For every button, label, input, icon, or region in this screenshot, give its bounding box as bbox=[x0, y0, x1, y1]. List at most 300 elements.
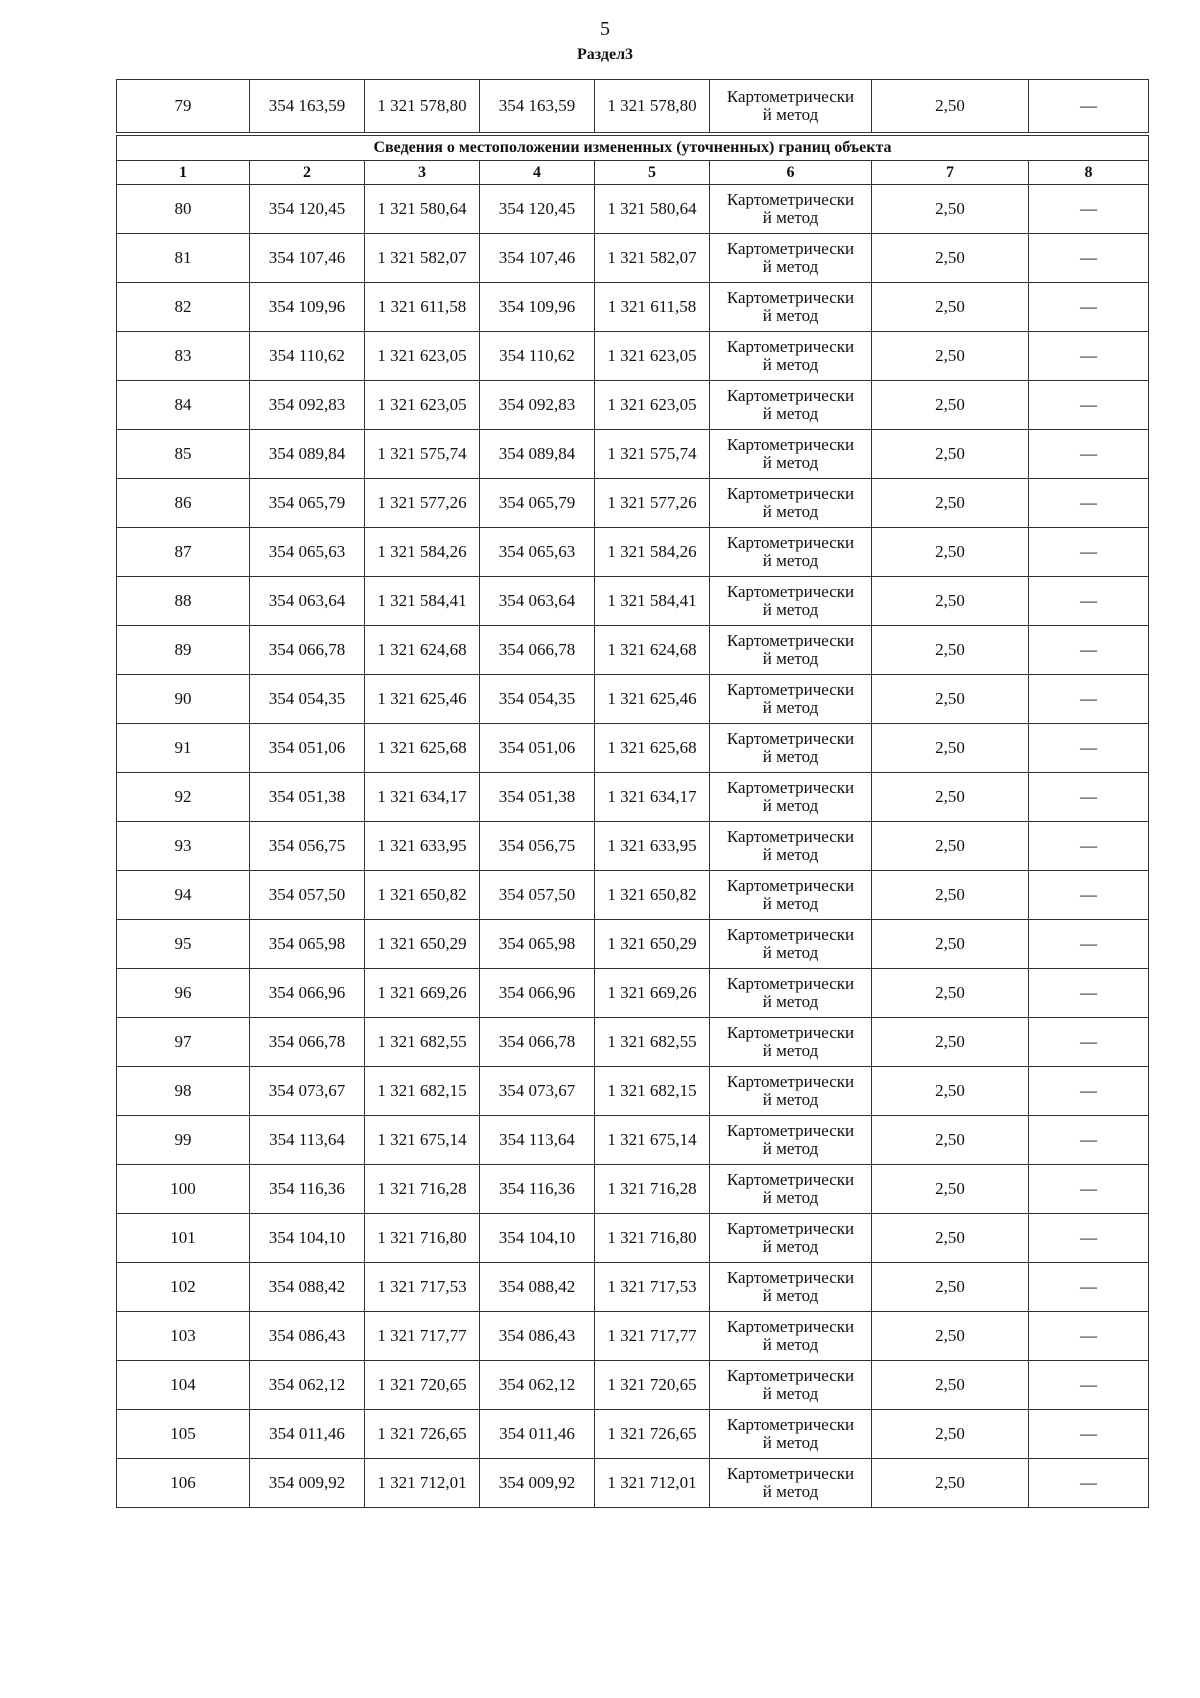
method-line: Картометрически bbox=[726, 778, 855, 797]
method-line: й метод bbox=[762, 306, 819, 325]
method-line: Картометрически bbox=[726, 386, 855, 405]
cell-method bbox=[710, 1459, 872, 1508]
cell-y-new: 1 321 675,14 bbox=[595, 1116, 710, 1165]
method-line: й метод bbox=[762, 992, 819, 1011]
cell-point-number: 83 bbox=[117, 332, 250, 381]
cell-x-new: 354 066,78 bbox=[480, 1018, 595, 1067]
cell-method bbox=[710, 1165, 872, 1214]
cell-y-new: 1 321 580,64 bbox=[595, 185, 710, 234]
method-line: й метод bbox=[762, 1041, 819, 1060]
cell-x-new: 354 011,46 bbox=[480, 1410, 595, 1459]
method-line: Картометрически bbox=[726, 680, 855, 699]
cell-point-number: 100 bbox=[117, 1165, 250, 1214]
cell-x-new: 354 057,50 bbox=[480, 871, 595, 920]
cell-point-number: 95 bbox=[117, 920, 250, 969]
cell-description: — bbox=[1029, 1459, 1149, 1508]
cell-x-new: 354 009,92 bbox=[480, 1459, 595, 1508]
cell-method bbox=[710, 1116, 872, 1165]
method-line: й метод bbox=[762, 453, 819, 472]
cell-point-number: 98 bbox=[117, 1067, 250, 1116]
separator-row bbox=[117, 134, 1149, 161]
cell-y-existing: 1 321 682,55 bbox=[365, 1018, 480, 1067]
cell-y-existing: 1 321 577,26 bbox=[365, 479, 480, 528]
cell-x-new: 354 062,12 bbox=[480, 1361, 595, 1410]
method-line: й метод bbox=[762, 208, 819, 227]
cell-method bbox=[710, 773, 872, 822]
table-row bbox=[117, 332, 1149, 381]
separator-title: Сведения о местоположении измененных (уточненных) границ объекта bbox=[117, 134, 1149, 161]
cell-x-existing: 354 163,59 bbox=[250, 80, 365, 135]
method-line: й метод bbox=[762, 1433, 819, 1452]
cell-method bbox=[710, 1018, 872, 1067]
cell-y-new: 1 321 650,82 bbox=[595, 871, 710, 920]
cell-description: — bbox=[1029, 332, 1149, 381]
cell-point-number: 102 bbox=[117, 1263, 250, 1312]
method-line: Картометрически bbox=[726, 876, 855, 895]
cell-point-number: 94 bbox=[117, 871, 250, 920]
cell-x-existing: 354 092,83 bbox=[250, 381, 365, 430]
method-line: й метод bbox=[762, 1335, 819, 1354]
method-line: й метод bbox=[762, 649, 819, 668]
method-line: Картометрически bbox=[726, 1317, 855, 1336]
cell-method: 6 bbox=[710, 161, 872, 185]
method-line: Картометрически bbox=[726, 1415, 855, 1434]
cell-point-number: 91 bbox=[117, 724, 250, 773]
cell-method bbox=[710, 969, 872, 1018]
cell-x-existing: 354 107,46 bbox=[250, 234, 365, 283]
cell-point-number: 105 bbox=[117, 1410, 250, 1459]
cell-point-number: 85 bbox=[117, 430, 250, 479]
cell-x-existing: 354 088,42 bbox=[250, 1263, 365, 1312]
cell-description: — bbox=[1029, 724, 1149, 773]
cell-y-existing: 1 321 634,17 bbox=[365, 773, 480, 822]
cell-precision: 2,50 bbox=[872, 528, 1029, 577]
table-row bbox=[117, 822, 1149, 871]
cell-y-existing: 1 321 633,95 bbox=[365, 822, 480, 871]
cell-point-number: 88 bbox=[117, 577, 250, 626]
method-line: й метод bbox=[762, 404, 819, 423]
cell-point-number: 89 bbox=[117, 626, 250, 675]
table-row bbox=[117, 185, 1149, 234]
cell-point-number: 79 bbox=[117, 80, 250, 135]
cell-x-new: 354 073,67 bbox=[480, 1067, 595, 1116]
cell-y-existing: 1 321 611,58 bbox=[365, 283, 480, 332]
cell-precision: 2,50 bbox=[872, 577, 1029, 626]
cell-y-existing: 1 321 716,80 bbox=[365, 1214, 480, 1263]
cell-point-number: 92 bbox=[117, 773, 250, 822]
table-row bbox=[117, 773, 1149, 822]
cell-y-new: 1 321 682,15 bbox=[595, 1067, 710, 1116]
method-line: й метод bbox=[762, 1384, 819, 1403]
cell-description: — bbox=[1029, 479, 1149, 528]
table-row bbox=[117, 234, 1149, 283]
method-line: Картометрически bbox=[726, 190, 855, 209]
method-line: Картометрически bbox=[726, 533, 855, 552]
cell-x-existing: 354 065,98 bbox=[250, 920, 365, 969]
cell-x-new: 354 163,59 bbox=[480, 80, 595, 135]
cell-point-number: 1 bbox=[117, 161, 250, 185]
cell-x-existing: 354 073,67 bbox=[250, 1067, 365, 1116]
method-line: й метод bbox=[762, 894, 819, 913]
cell-y-existing: 1 321 717,77 bbox=[365, 1312, 480, 1361]
cell-y-existing: 1 321 712,01 bbox=[365, 1459, 480, 1508]
cell-point-number: 93 bbox=[117, 822, 250, 871]
cell-point-number: 84 bbox=[117, 381, 250, 430]
cell-precision: 2,50 bbox=[872, 969, 1029, 1018]
cell-y-existing: 1 321 669,26 bbox=[365, 969, 480, 1018]
cell-y-new: 1 321 624,68 bbox=[595, 626, 710, 675]
method-line: Картометрически bbox=[726, 974, 855, 993]
table-row bbox=[117, 1067, 1149, 1116]
cell-y-new: 1 321 669,26 bbox=[595, 969, 710, 1018]
cell-description: — bbox=[1029, 381, 1149, 430]
cell-x-existing: 354 051,38 bbox=[250, 773, 365, 822]
method-line: Картометрически bbox=[726, 1366, 855, 1385]
cell-precision: 2,50 bbox=[872, 332, 1029, 381]
method-line: й метод bbox=[762, 943, 819, 962]
cell-x-existing: 354 066,78 bbox=[250, 626, 365, 675]
method-line: Картометрически bbox=[726, 925, 855, 944]
cell-y-existing: 1 321 716,28 bbox=[365, 1165, 480, 1214]
method-line: Картометрически bbox=[726, 1464, 855, 1483]
method-line: й метод bbox=[762, 1139, 819, 1158]
cell-x-existing: 354 063,64 bbox=[250, 577, 365, 626]
cell-x-new: 354 113,64 bbox=[480, 1116, 595, 1165]
cell-description: 8 bbox=[1029, 161, 1149, 185]
cell-description: — bbox=[1029, 822, 1149, 871]
cell-y-existing: 1 321 578,80 bbox=[365, 80, 480, 135]
method-line: Картометрически bbox=[726, 288, 855, 307]
cell-precision: 2,50 bbox=[872, 430, 1029, 479]
cell-y-new: 1 321 716,28 bbox=[595, 1165, 710, 1214]
cell-x-existing: 354 110,62 bbox=[250, 332, 365, 381]
cell-method bbox=[710, 871, 872, 920]
method-line: Картометрически bbox=[726, 582, 855, 601]
table-row bbox=[117, 430, 1149, 479]
method-line: й метод bbox=[762, 698, 819, 717]
table-row bbox=[117, 1459, 1149, 1508]
cell-point-number: 82 bbox=[117, 283, 250, 332]
cell-x-existing: 354 011,46 bbox=[250, 1410, 365, 1459]
cell-description: — bbox=[1029, 675, 1149, 724]
cell-y-existing: 1 321 720,65 bbox=[365, 1361, 480, 1410]
method-line: Картометрически bbox=[726, 631, 855, 650]
cell-method bbox=[710, 479, 872, 528]
cell-y-new: 1 321 720,65 bbox=[595, 1361, 710, 1410]
cell-method bbox=[710, 1263, 872, 1312]
cell-y-existing: 1 321 623,05 bbox=[365, 332, 480, 381]
cell-x-new: 354 120,45 bbox=[480, 185, 595, 234]
cell-y-new: 1 321 577,26 bbox=[595, 479, 710, 528]
cell-precision: 7 bbox=[872, 161, 1029, 185]
cell-x-new: 354 109,96 bbox=[480, 283, 595, 332]
cell-x-existing: 354 113,64 bbox=[250, 1116, 365, 1165]
method-line: й метод bbox=[762, 796, 819, 815]
cell-x-existing: 354 066,96 bbox=[250, 969, 365, 1018]
cell-x-new: 354 086,43 bbox=[480, 1312, 595, 1361]
cell-y-new: 1 321 717,53 bbox=[595, 1263, 710, 1312]
cell-precision: 2,50 bbox=[872, 1459, 1029, 1508]
table-body bbox=[117, 80, 1149, 1508]
table-row bbox=[117, 528, 1149, 577]
cell-y-existing: 1 321 575,74 bbox=[365, 430, 480, 479]
cell-x-existing: 354 120,45 bbox=[250, 185, 365, 234]
cell-precision: 2,50 bbox=[872, 675, 1029, 724]
cell-y-new: 1 321 582,07 bbox=[595, 234, 710, 283]
method-line: Картометрически bbox=[726, 1023, 855, 1042]
method-line: й метод bbox=[762, 502, 819, 521]
cell-x-new: 354 056,75 bbox=[480, 822, 595, 871]
method-line: Картометрически bbox=[726, 484, 855, 503]
cell-point-number: 106 bbox=[117, 1459, 250, 1508]
cell-x-new: 354 116,36 bbox=[480, 1165, 595, 1214]
cell-description: — bbox=[1029, 1263, 1149, 1312]
cell-method bbox=[710, 80, 872, 135]
cell-x-existing: 354 056,75 bbox=[250, 822, 365, 871]
cell-point-number: 81 bbox=[117, 234, 250, 283]
header-row bbox=[117, 161, 1149, 185]
table-row bbox=[117, 1410, 1149, 1459]
cell-y-new: 1 321 712,01 bbox=[595, 1459, 710, 1508]
method-line: Картометрически bbox=[726, 87, 855, 106]
cell-y-existing: 1 321 584,26 bbox=[365, 528, 480, 577]
cell-x-new: 354 065,98 bbox=[480, 920, 595, 969]
cell-method bbox=[710, 1410, 872, 1459]
cell-description: — bbox=[1029, 871, 1149, 920]
cell-point-number: 90 bbox=[117, 675, 250, 724]
method-line: й метод bbox=[762, 845, 819, 864]
cell-precision: 2,50 bbox=[872, 80, 1029, 135]
cell-x-new: 354 054,35 bbox=[480, 675, 595, 724]
cell-description: — bbox=[1029, 1361, 1149, 1410]
cell-x-new: 354 089,84 bbox=[480, 430, 595, 479]
method-line: й метод bbox=[762, 600, 819, 619]
table-row bbox=[117, 1214, 1149, 1263]
cell-x-existing: 354 109,96 bbox=[250, 283, 365, 332]
cell-y-new: 1 321 682,55 bbox=[595, 1018, 710, 1067]
cell-description: — bbox=[1029, 920, 1149, 969]
cell-y-existing: 1 321 624,68 bbox=[365, 626, 480, 675]
cell-precision: 2,50 bbox=[872, 1312, 1029, 1361]
cell-method bbox=[710, 381, 872, 430]
cell-method bbox=[710, 528, 872, 577]
method-line: й метод bbox=[762, 1482, 819, 1501]
table-row bbox=[117, 920, 1149, 969]
cell-y-new: 1 321 717,77 bbox=[595, 1312, 710, 1361]
cell-precision: 2,50 bbox=[872, 479, 1029, 528]
cell-y-new: 1 321 584,41 bbox=[595, 577, 710, 626]
cell-y-existing: 1 321 625,46 bbox=[365, 675, 480, 724]
method-line: й метод bbox=[762, 105, 819, 124]
cell-precision: 2,50 bbox=[872, 822, 1029, 871]
cell-method bbox=[710, 920, 872, 969]
table-row bbox=[117, 479, 1149, 528]
cell-description: — bbox=[1029, 1410, 1149, 1459]
cell-x-existing: 354 066,78 bbox=[250, 1018, 365, 1067]
cell-y-existing: 1 321 580,64 bbox=[365, 185, 480, 234]
table-row bbox=[117, 577, 1149, 626]
cell-precision: 2,50 bbox=[872, 185, 1029, 234]
cell-description: — bbox=[1029, 577, 1149, 626]
method-line: Картометрически bbox=[726, 1268, 855, 1287]
cell-method bbox=[710, 675, 872, 724]
cell-y-existing: 1 321 584,41 bbox=[365, 577, 480, 626]
cell-precision: 2,50 bbox=[872, 1410, 1029, 1459]
table-row bbox=[117, 1165, 1149, 1214]
cell-x-new: 4 bbox=[480, 161, 595, 185]
table-row bbox=[117, 381, 1149, 430]
cell-y-new: 1 321 634,17 bbox=[595, 773, 710, 822]
cell-y-new: 1 321 716,80 bbox=[595, 1214, 710, 1263]
cell-y-existing: 1 321 675,14 bbox=[365, 1116, 480, 1165]
cell-method bbox=[710, 1361, 872, 1410]
cell-x-new: 354 051,38 bbox=[480, 773, 595, 822]
cell-x-existing: 354 062,12 bbox=[250, 1361, 365, 1410]
method-line: й метод bbox=[762, 1090, 819, 1109]
cell-description: — bbox=[1029, 80, 1149, 135]
cell-y-existing: 1 321 582,07 bbox=[365, 234, 480, 283]
cell-description: — bbox=[1029, 626, 1149, 675]
cell-description: — bbox=[1029, 185, 1149, 234]
cell-y-new: 1 321 578,80 bbox=[595, 80, 710, 135]
table-row bbox=[117, 1018, 1149, 1067]
cell-description: — bbox=[1029, 1067, 1149, 1116]
method-line: Картометрически bbox=[726, 1072, 855, 1091]
cell-precision: 2,50 bbox=[872, 1263, 1029, 1312]
cell-y-new: 1 321 611,58 bbox=[595, 283, 710, 332]
cell-x-new: 354 066,78 bbox=[480, 626, 595, 675]
cell-y-new: 1 321 584,26 bbox=[595, 528, 710, 577]
cell-x-existing: 354 051,06 bbox=[250, 724, 365, 773]
cell-y-existing: 1 321 625,68 bbox=[365, 724, 480, 773]
cell-y-new: 1 321 623,05 bbox=[595, 381, 710, 430]
cell-y-new: 1 321 575,74 bbox=[595, 430, 710, 479]
table-row bbox=[117, 80, 1149, 135]
cell-y-new: 1 321 650,29 bbox=[595, 920, 710, 969]
cell-y-new: 1 321 625,46 bbox=[595, 675, 710, 724]
table-row bbox=[117, 969, 1149, 1018]
cell-description: — bbox=[1029, 773, 1149, 822]
cell-x-existing: 354 089,84 bbox=[250, 430, 365, 479]
method-line: й метод bbox=[762, 1188, 819, 1207]
table-row bbox=[117, 626, 1149, 675]
cell-y-new: 1 321 633,95 bbox=[595, 822, 710, 871]
method-line: й метод bbox=[762, 257, 819, 276]
cell-x-existing: 354 065,63 bbox=[250, 528, 365, 577]
cell-description: — bbox=[1029, 1312, 1149, 1361]
method-line: Картометрически bbox=[726, 435, 855, 454]
cell-point-number: 86 bbox=[117, 479, 250, 528]
cell-precision: 2,50 bbox=[872, 1214, 1029, 1263]
cell-x-existing: 354 054,35 bbox=[250, 675, 365, 724]
method-line: й метод bbox=[762, 551, 819, 570]
cell-method bbox=[710, 234, 872, 283]
cell-y-existing: 3 bbox=[365, 161, 480, 185]
cell-precision: 2,50 bbox=[872, 381, 1029, 430]
table-row bbox=[117, 1312, 1149, 1361]
page-number: 5 bbox=[600, 18, 610, 40]
cell-description: — bbox=[1029, 528, 1149, 577]
cell-x-new: 354 092,83 bbox=[480, 381, 595, 430]
cell-point-number: 101 bbox=[117, 1214, 250, 1263]
method-line: й метод bbox=[762, 1286, 819, 1305]
cell-precision: 2,50 bbox=[872, 1067, 1029, 1116]
cell-x-new: 354 065,63 bbox=[480, 528, 595, 577]
cell-x-new: 354 107,46 bbox=[480, 234, 595, 283]
cell-point-number: 80 bbox=[117, 185, 250, 234]
cell-description: — bbox=[1029, 1116, 1149, 1165]
cell-method bbox=[710, 1312, 872, 1361]
cell-precision: 2,50 bbox=[872, 1165, 1029, 1214]
method-line: й метод bbox=[762, 747, 819, 766]
table-row bbox=[117, 1361, 1149, 1410]
cell-description: — bbox=[1029, 430, 1149, 479]
cell-precision: 2,50 bbox=[872, 234, 1029, 283]
cell-description: — bbox=[1029, 1018, 1149, 1067]
method-line: й метод bbox=[762, 355, 819, 374]
cell-precision: 2,50 bbox=[872, 1361, 1029, 1410]
cell-y-existing: 1 321 623,05 bbox=[365, 381, 480, 430]
method-line: Картометрически bbox=[726, 239, 855, 258]
cell-y-new: 5 bbox=[595, 161, 710, 185]
cell-point-number: 97 bbox=[117, 1018, 250, 1067]
cell-method bbox=[710, 626, 872, 675]
cell-method bbox=[710, 283, 872, 332]
method-line: Картометрически bbox=[726, 1219, 855, 1238]
cell-x-new: 354 065,79 bbox=[480, 479, 595, 528]
cell-x-existing: 354 065,79 bbox=[250, 479, 365, 528]
cell-y-new: 1 321 623,05 bbox=[595, 332, 710, 381]
method-line: Картометрически bbox=[726, 337, 855, 356]
cell-y-existing: 1 321 650,29 bbox=[365, 920, 480, 969]
cell-method bbox=[710, 822, 872, 871]
cell-x-existing: 2 bbox=[250, 161, 365, 185]
table-row bbox=[117, 724, 1149, 773]
cell-precision: 2,50 bbox=[872, 626, 1029, 675]
cell-precision: 2,50 bbox=[872, 773, 1029, 822]
cell-description: — bbox=[1029, 1165, 1149, 1214]
method-line: Картометрически bbox=[726, 729, 855, 748]
method-line: Картометрически bbox=[726, 827, 855, 846]
cell-method bbox=[710, 1067, 872, 1116]
cell-x-existing: 354 116,36 bbox=[250, 1165, 365, 1214]
method-line: Картометрически bbox=[726, 1170, 855, 1189]
cell-method bbox=[710, 430, 872, 479]
cell-precision: 2,50 bbox=[872, 1116, 1029, 1165]
table-row bbox=[117, 871, 1149, 920]
cell-method bbox=[710, 332, 872, 381]
cell-method bbox=[710, 724, 872, 773]
table-row bbox=[117, 283, 1149, 332]
cell-x-new: 354 066,96 bbox=[480, 969, 595, 1018]
cell-y-existing: 1 321 717,53 bbox=[365, 1263, 480, 1312]
cell-precision: 2,50 bbox=[872, 283, 1029, 332]
cell-x-existing: 354 086,43 bbox=[250, 1312, 365, 1361]
cell-description: — bbox=[1029, 234, 1149, 283]
cell-method bbox=[710, 1214, 872, 1263]
cell-y-new: 1 321 726,65 bbox=[595, 1410, 710, 1459]
table-row bbox=[117, 1263, 1149, 1312]
cell-x-new: 354 051,06 bbox=[480, 724, 595, 773]
cell-method bbox=[710, 577, 872, 626]
method-line: Картометрически bbox=[726, 1121, 855, 1140]
cell-y-existing: 1 321 726,65 bbox=[365, 1410, 480, 1459]
cell-x-existing: 354 057,50 bbox=[250, 871, 365, 920]
cell-x-existing: 354 104,10 bbox=[250, 1214, 365, 1263]
cell-point-number: 87 bbox=[117, 528, 250, 577]
cell-point-number: 103 bbox=[117, 1312, 250, 1361]
cell-x-new: 354 110,62 bbox=[480, 332, 595, 381]
